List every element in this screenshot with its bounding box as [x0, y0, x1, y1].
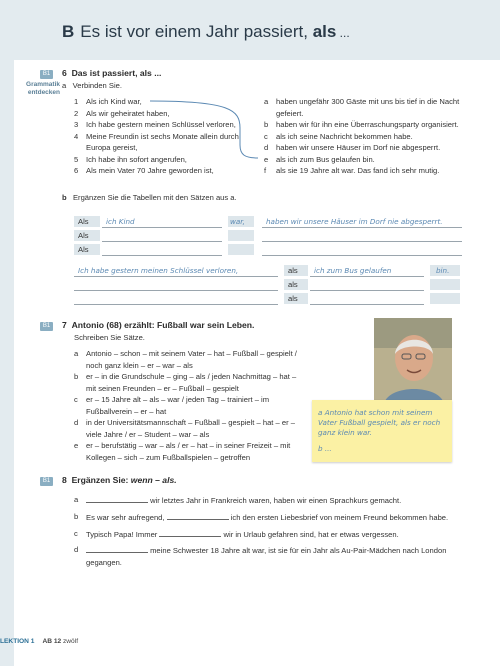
exercise-title-text: Antonio (68) erzählt: Fußball war sein Leben. — [71, 320, 255, 330]
task-label: b — [62, 193, 67, 202]
item-number: 6 — [74, 166, 79, 175]
answer-line[interactable] — [310, 290, 424, 291]
table-cell-als: als — [284, 279, 308, 290]
page-number-word: zwölf — [63, 638, 79, 645]
level-badge: B1 — [40, 477, 53, 486]
portrait-illustration — [374, 318, 452, 404]
item-letter: d — [74, 545, 79, 555]
table-cell-verb — [228, 244, 254, 255]
item-number: 1 — [74, 97, 79, 106]
handwritten-answer: haben wir unsere Häuser im Dorf nie abgesperrt. — [266, 217, 443, 226]
exercise-title-italic: wenn – als. — [130, 475, 177, 485]
exercise-title-text: Ergänzen Sie: — [71, 475, 131, 485]
exercise-7-list — [74, 348, 300, 463]
item-letter: e — [264, 154, 269, 164]
item-text-after: meine Schwester 18 Jahre alt war, ist sie für ein Jahr als Au-Pair-Mädchen nach London gegangen. — [86, 546, 447, 568]
section-title-tail: ... — [336, 26, 350, 40]
list-item — [74, 440, 300, 463]
exercise-number: 7 — [62, 320, 67, 330]
exercise-8-list — [74, 494, 470, 569]
item-letter: a — [74, 349, 79, 358]
item-number: 3 — [74, 120, 79, 129]
item-letter: d — [264, 143, 269, 152]
page-footer — [0, 638, 78, 645]
answer-line[interactable] — [310, 276, 424, 277]
list-item — [74, 417, 300, 440]
table-cell-als: Als — [74, 244, 100, 255]
item-text-before: Es war sehr aufregend, — [86, 512, 167, 522]
answer-line[interactable] — [262, 227, 462, 228]
item-text: er – berufstätig – war – als / er – hat – in seiner Freizeit – mit Kollegen – sich – zum Fußballspielen – getroffen — [86, 441, 291, 462]
list-item — [74, 511, 470, 524]
item-text: Als mein Vater 70 Jahre geworden ist, — [86, 166, 214, 175]
item-text: als ich zum Bus gelaufen bin. — [276, 154, 375, 164]
answer-line[interactable] — [262, 255, 462, 256]
handwritten-answer: ich Kind — [106, 217, 135, 226]
answer-line[interactable] — [74, 304, 278, 305]
item-letter: c — [74, 395, 78, 404]
table-cell-verb — [430, 293, 460, 304]
exercise-number: 6 — [62, 68, 67, 78]
exercise-7-instruction: Schreiben Sie Sätze. — [74, 333, 145, 342]
item-text: Ich habe ihn sofort angerufen, — [86, 154, 187, 164]
task-text: Ergänzen Sie die Tabellen mit den Sätzen aus a. — [72, 193, 237, 202]
item-text: in der Universitätsmannschaft – Fußball – gespielt – hat – er – viele Jahre / er – Student – war – als — [86, 418, 295, 439]
table-cell-als: Als — [74, 216, 100, 227]
blank-field[interactable] — [86, 544, 148, 553]
list-item — [74, 394, 300, 417]
handwritten-example-b: b ... — [318, 444, 332, 453]
workbook-label: AB — [42, 638, 52, 645]
task-b-instruction — [62, 192, 237, 204]
item-text: Als ich Kind war, — [86, 97, 142, 106]
answer-line[interactable] — [74, 276, 278, 277]
item-text: er – 15 Jahre alt – als – war / jeden Tag – trainiert – im Fußballverein – er – hat — [86, 395, 270, 416]
list-item — [74, 528, 470, 541]
item-letter: a — [74, 495, 79, 504]
sticky-note-answer — [312, 400, 452, 462]
item-text: Als wir geheiratet haben, — [86, 108, 170, 118]
task-text: Verbinden Sie. — [72, 81, 122, 90]
item-letter: a — [264, 97, 269, 106]
handwritten-example: a Antonio hat schon mit seinem Vater Fußball gespielt, als er noch ganz klein war. — [318, 408, 441, 437]
exercise-number: 8 — [62, 475, 67, 485]
item-letter: c — [264, 131, 268, 141]
table-cell-als: Als — [74, 230, 100, 241]
item-text: als ich seine Nachricht bekommen habe. — [276, 131, 413, 141]
item-text: er – in die Grundschule – ging – als / jeden Nachmittag – hat – mit seinen Freunden – er – Fußball – gespielt — [86, 372, 297, 393]
list-item — [74, 371, 300, 394]
table-cell-verb — [228, 230, 254, 241]
item-letter: f — [264, 166, 267, 175]
item-text: haben wir für ihn eine Überraschungsparty organisiert. — [276, 120, 459, 129]
item-letter: b — [264, 120, 269, 129]
page-number: 12 — [53, 638, 62, 645]
item-number: 5 — [74, 154, 79, 164]
exercise-8-title — [62, 475, 177, 485]
item-number: 2 — [74, 108, 79, 118]
item-text-after: wir in Urlaub gefahren sind, hat er etwas vergessen. — [221, 529, 399, 539]
item-text: Antonio – schon – mit seinem Vater – hat – Fußball – gespielt / noch ganz klein – er – war – als — [86, 349, 297, 370]
answer-line[interactable] — [262, 241, 462, 242]
item-text: als sie 19 Jahre alt war. Das fand ich sehr mutig. — [276, 166, 440, 175]
section-title-text: Es ist vor einem Jahr passiert, — [80, 22, 313, 41]
item-letter: d — [74, 418, 79, 427]
item-text: haben wir unsere Häuser im Dorf nie abgesperrt. — [276, 143, 441, 152]
lesson-label: LEKTION 1 — [0, 638, 35, 645]
grammar-side-note: Grammatik entdecken — [26, 81, 60, 96]
section-letter: B — [62, 22, 75, 41]
item-text: Ich habe gestern meinen Schlüssel verloren, — [86, 120, 236, 129]
answer-line[interactable] — [74, 290, 278, 291]
task-label: a — [62, 81, 67, 90]
handwritten-answer: bin. — [436, 266, 450, 275]
blank-field[interactable] — [86, 494, 148, 503]
exercise-title-text: Das ist passiert, als ... — [71, 68, 162, 78]
answer-line[interactable] — [102, 227, 222, 228]
level-badge: B1 — [40, 322, 53, 331]
level-badge: B1 — [40, 70, 53, 79]
table-cell-als: als — [284, 265, 308, 276]
item-letter: b — [74, 372, 79, 381]
handwritten-answer: ich zum Bus gelaufen — [314, 266, 392, 275]
item-letter: b — [74, 511, 79, 521]
portrait-photo — [374, 318, 452, 404]
item-letter: e — [74, 441, 79, 450]
handwritten-answer: Ich habe gestern meinen Schlüssel verloren, — [78, 266, 239, 275]
item-letter: c — [74, 528, 78, 538]
item-text-after: wir letztes Jahr in Frankreich waren, haben wir einen Sprachkurs gemacht. — [148, 496, 402, 505]
list-item — [74, 348, 300, 371]
blank-field[interactable] — [167, 511, 229, 520]
handwritten-answer: war, — [230, 217, 245, 226]
item-text: haben ungefähr 300 Gäste mit uns bis tief in die Nacht gefeiert. — [276, 97, 460, 118]
list-item — [74, 494, 470, 507]
item-text: Meine Freundin ist sechs Monate allein durch Europa gereist, — [86, 131, 239, 152]
section-title-bold: als — [312, 22, 337, 41]
answer-line[interactable] — [102, 255, 222, 256]
answer-line[interactable] — [102, 241, 222, 242]
item-text-after: ich den ersten Liebesbrief von meinem Freund bekommen habe. — [228, 512, 449, 522]
exercise-7-title — [62, 320, 254, 330]
table-cell-als: als — [284, 293, 308, 304]
list-item — [74, 544, 470, 569]
table-cell-verb — [430, 279, 460, 290]
blank-field[interactable] — [159, 528, 221, 537]
item-number: 4 — [74, 131, 79, 141]
item-text-before: Typisch Papa! Immer — [86, 529, 160, 539]
answer-line[interactable] — [310, 304, 424, 305]
